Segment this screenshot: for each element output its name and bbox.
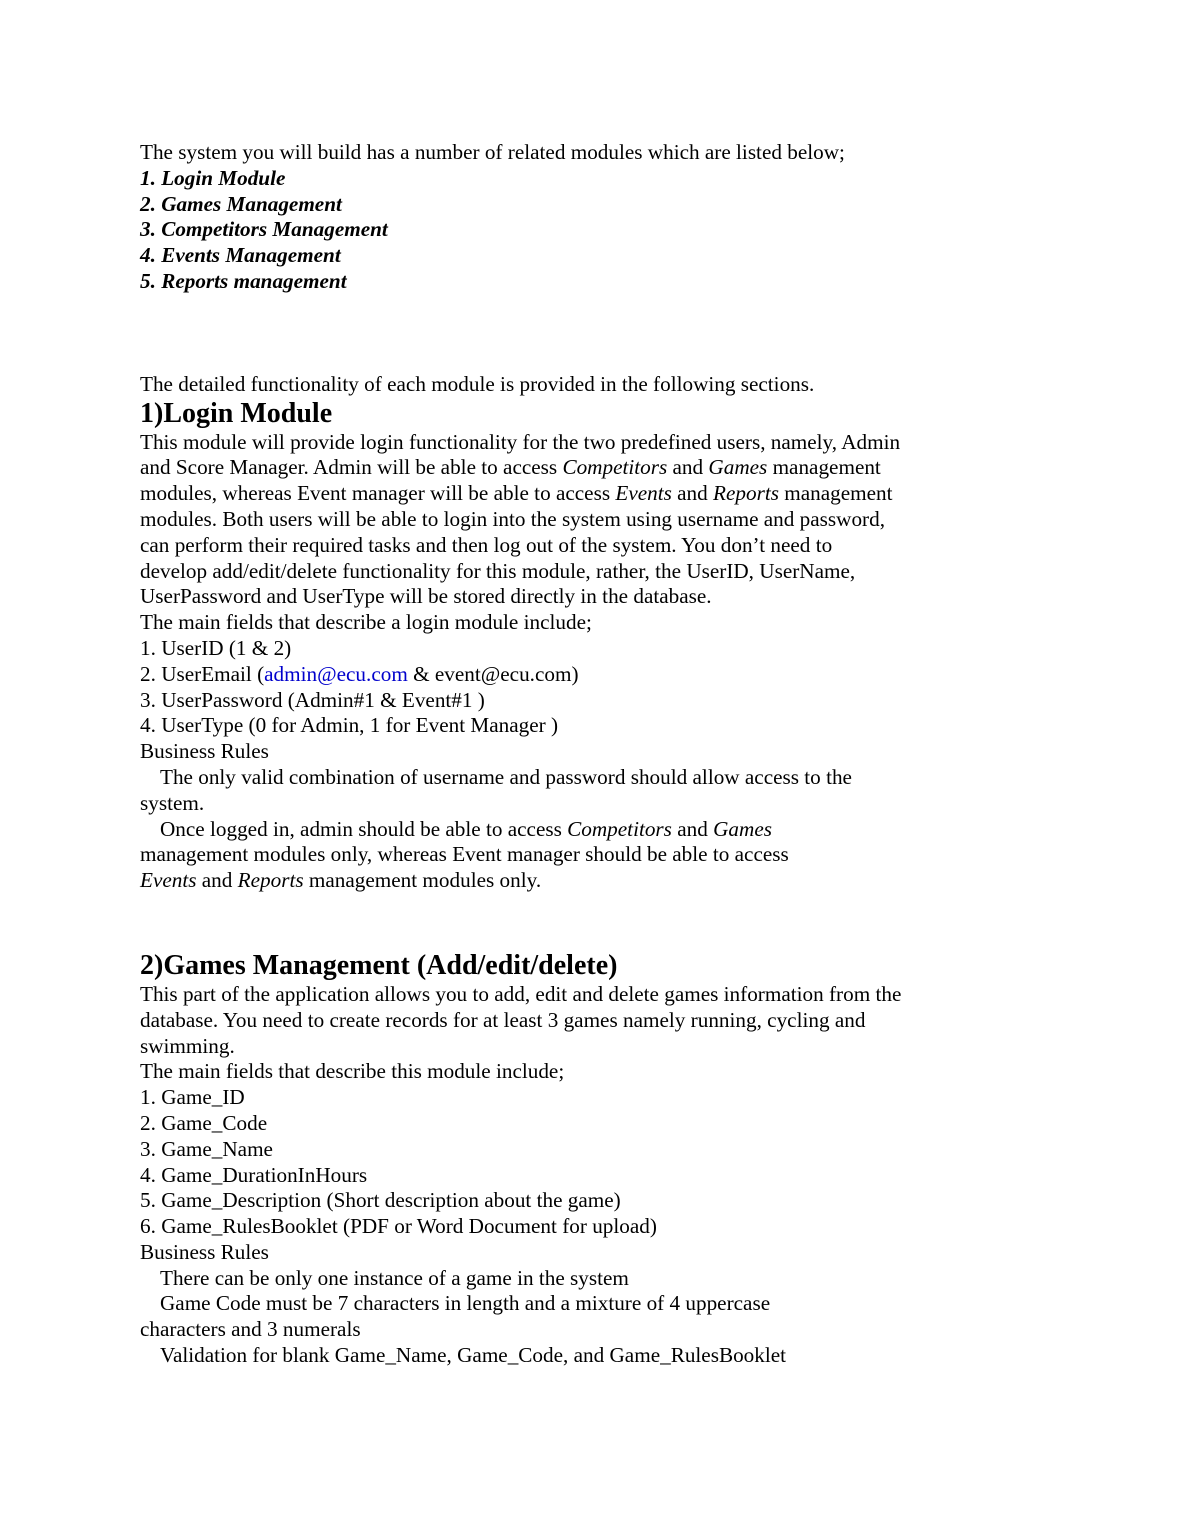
rule-item: There can be only one instance of a game in the system	[160, 1265, 629, 1290]
module-list-item: 2. Games Management	[140, 191, 342, 216]
business-rules-label: Business Rules	[140, 1239, 269, 1264]
games-field-item: 4. Game_DurationInHours	[140, 1162, 368, 1187]
followup-text: The detailed functionality of each module is provided in the following sections.	[140, 371, 815, 396]
games-field-item: 2. Game_Code	[140, 1110, 268, 1135]
login-module-heading: 1)Login Module	[140, 397, 333, 429]
spacer	[140, 894, 960, 950]
intro-text: The system you will build has a number of related modules which are listed below;	[140, 140, 845, 164]
module-list-item: 1. Login Module	[140, 165, 286, 190]
email-link[interactable]: admin@ecu.com	[264, 661, 408, 686]
rule-item: Once logged in, admin should be able to access Competitors and Games	[160, 816, 772, 841]
games-field-item: 3. Game_Name	[140, 1136, 273, 1161]
login-description: This module will provide login functionality for the two predefined users, namely, Admin and Score Manager. Admin will be able to access Competitors and Games management modules, whereas Event manager will be able to access Events and Reports management modules. Both users will be able to login into the system using username and password, can perform their required tasks and then log out of the system. You don’t need to develop add/edit/delete functionality for this module, rather, the UserID, UserName, UserPassword and UserType will be stored directly in the database.	[140, 429, 901, 609]
login-field-item: 4. UserType (0 for Admin, 1 for Event Manager )	[140, 713, 559, 738]
login-field-item: 2. UserEmail (admin@ecu.com & event@ecu.com)	[140, 661, 579, 686]
games-description: This part of the application allows you to add, edit and delete games information from the database. You need to create records for at least 3 games namely running, cycling and swimming.	[140, 981, 902, 1058]
module-list-item: 5. Reports management	[140, 268, 347, 293]
document-page: The system you will build has a number of related modules which are listed below; 1. Login Module 2. Games Management 3. Competitors Management 4. Events Management 5. Reports management The detailed functionality of each module is provided in the following sections. 1)Login Module This module will provide login functionality for the two predefined users, namely, Admin and Score Manager. Admin will be able to access Competitors and Games management modules, whereas Event manager will be able to access Events and Reports management modules. Both users will be able to login into the system using username and password, can perform their required tasks and then log out of the system. You don’t need to develop add/edit/delete functionality for this module, rather, the UserID, UserName, UserPassword and UserType will be stored directly in the database. The main fields that describe a login module include; 1. UserID (1 & 2) 2. UserEmail (admin@ecu.com & event@ecu.com) 3. UserPassword (Admin#1 & Event#1 ) 4. UserType (0 for Admin, 1 for Event Manager ) Business Rules The only valid combination of username and password should allow access to the system. Once logged in, admin should be able to access Competitors and Games management modules only, whereas Event manager should be able to access Events and Reports management modules only. 2)Games Management (Add/edit/delete) This part of the application allows you to add, edit and delete games information from the database. You need to create records for at least 3 games namely running, cycling and swimming. The main fields that describe this module include; 1. Game_ID 2. Game_Code 3. Game_Name 4. Game_DurationInHours 5. Game_Description (Short description about the game) 6. Game_RulesBooklet (PDF or Word Document for upload) Business Rules There can be only one instance of a game in the system Game Code must be 7 characters in length and a mixture of 4 uppercase characters and 3 numerals Validation for blank Game_Name, Game_Code, and Game_RulesBooklet	[140, 140, 960, 1369]
login-field-item: 3. UserPassword (Admin#1 & Event#1 )	[140, 687, 485, 712]
rule-item: The only valid combination of username and password should allow access to the	[160, 764, 852, 789]
rule-item: Game Code must be 7 characters in length and a mixture of 4 uppercase	[160, 1291, 771, 1316]
games-field-item: 5. Game_Description (Short description about the game)	[140, 1188, 621, 1213]
rule-item: Validation for blank Game_Name, Game_Code, and Game_RulesBooklet	[160, 1343, 787, 1368]
games-field-item: 6. Game_RulesBooklet (PDF or Word Document for upload)	[140, 1214, 657, 1239]
login-field-item: 1. UserID (1 & 2)	[140, 635, 292, 660]
games-fields-intro: The main fields that describe this module include;	[140, 1059, 565, 1084]
games-management-heading: 2)Games Management (Add/edit/delete)	[140, 949, 618, 981]
login-fields-intro: The main fields that describe a login module include;	[140, 610, 592, 635]
module-list-item: 4. Events Management	[140, 243, 341, 268]
spacer	[140, 295, 960, 372]
games-field-item: 1. Game_ID	[140, 1085, 245, 1110]
module-list-item: 3. Competitors Management	[140, 217, 388, 242]
business-rules-label: Business Rules	[140, 739, 269, 764]
